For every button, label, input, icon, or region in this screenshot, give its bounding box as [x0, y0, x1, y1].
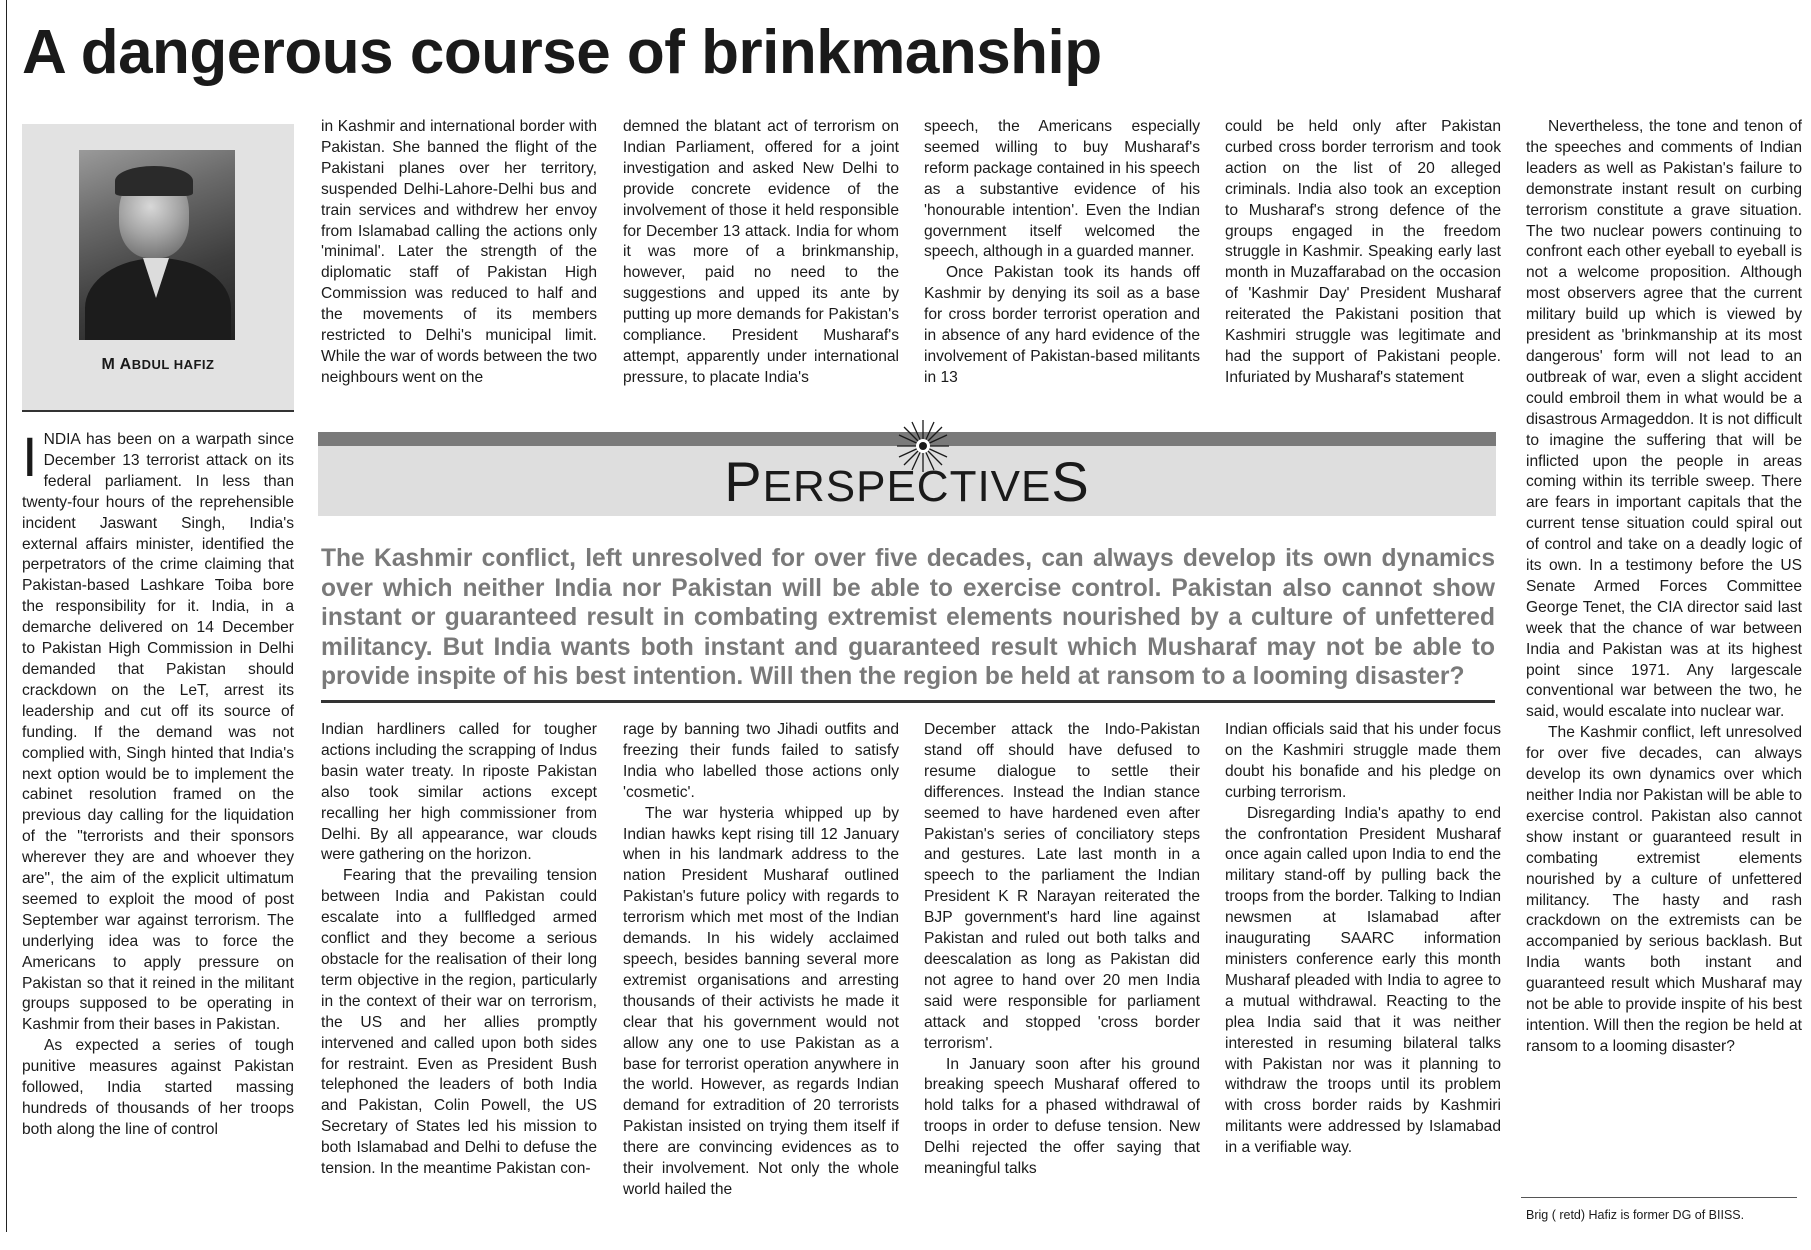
headline: A dangerous course of brinkmanship — [22, 18, 1102, 87]
author-box — [22, 124, 294, 412]
column-5-top: could be held only after Pakistan curbed cross border terrorism and took action on the list of 20 alleged criminals. India also took an exception to Musharaf's strong defence of the groups engaged in the freedom struggle in Kashmir. Speaking early last month in Muzaffarabad on the occasion of 'Kashmir Day' President Musharaf reiterated the Pakistani position that Kashmiri struggle was legitimate and had the support of Pakistani people. Infuriated by Musharaf's statement — [1225, 118, 1501, 386]
dropcap: I — [22, 430, 38, 488]
column-3-top: demned the blatant act of terrorism on Indian Parliament, offered for a joint investigation and asked New Delhi to provide concrete evidence of the involvement of those it held responsible for December 13 attack. India for whom it was more of a brinkmanship, however, paid no need to the suggestions and upped its ante by putting up more demands for Pakistan's compliance. President Musharaf's attempt, apparently under international pressure, to placate India's — [623, 118, 899, 386]
column-2-bottom: Indian hardliners called for tougher actions including the scrapping of Indus basin water treaty. In riposte Pakistan also took similar actions except recalling her high commissioner from Delhi. By all appearance, war clouds were gathering on the horizon. Fearing that the prevailing tension between India and Pakistan could escalate into a fullfledged armed conflict and they become a serious obstacle for the realisation of their long term objective in the region, particularly in the context of their war on terrorism, the US and her allies promptly intervened and called upon both sides for restraint. Even as President Bush telephoned the leaders of both India and Pakistan, Colin Powell, the US Secretary of States led his mission to both Islamabad and Delhi to defuse the tension. In the meantime Pakistan con- — [321, 721, 597, 1178]
author-bio: Brig ( retd) Hafiz is former DG of BIISS. — [1526, 1208, 1745, 1222]
column-1-para-1: INDIA has been on a warpath since December 13 terrorist attack on its federal parliament. In less than twenty-four hours of the reprehensible incident Jaswant Singh, India's external affairs minister, identified the perpetrators of the crime claiming that Pakistan-based Lashkare Toiba bore the responsibility for it. India, in a demarche delivered on 14 December to Pakistan High Commission in Delhi demanded that Pakistan should crackdown on the LeT, arrest its leadership and cut off its source of funding. If the demand was not complied with, Singh hinted that India's next option would be to implement the cabinet resolution framed on the previous day calling for the liquidation of the "terrorists and their sponsors wherever they are and whoever they are", the aim of the explicit ultimatum seemed to exploit the mood of post September war against terrorism. The underlying idea was to force the Americans to apply pressure on Pakistan so that it reined in the militant groups supposed to be operating in Kashmir from their bases in Pakistan. — [22, 430, 294, 1034]
author-photo — [79, 150, 235, 340]
column-3-bottom: rage by banning two Jihadi outfits and freezing their funds failed to satisfy India who labelled those actions only 'cosmetic'. The war hysteria whipped up by Indian hawks kept rising till 12 January when in his landmark address to the nation President Musharaf outlined Pakistan's future policy with regards to terrorism which met most of the Indian demands. In his widely acclaimed speech, besides banning several more extremist organisations and arresting thousands of their activists he made it clear that his government would not allow any one to use Pakistan as a base for terrorist operation anywhere in the world. However, as regards Indian demand for extradition of 20 terrorists Pakistan insisted on trying them itself if there are convincing evidences as to their involvement. Not only the whole world hailed the — [623, 721, 899, 1198]
column-1-para-2: As expected a series of tough punitive measures against Pakistan followed, India started massing hundreds of thousands of her troops both along the line of control — [22, 1037, 294, 1138]
page-border — [6, 0, 7, 1232]
author-byline: M ABDUL HAFIZ — [101, 356, 215, 373]
column-6 — [1526, 117, 1802, 1197]
column-1 — [22, 430, 294, 1230]
column-6-para-2: The Kashmir conflict, left unresolved for over five decades, can always develop its own dynamics over which neither India nor Pakistan will be able to exercise control. Pakistan also cannot show instant or guaranteed result in combating extremist elements nourished by a culture of unfettered militancy. The hasty and rash crackdown on the extremists can be accompanied by serious backlash. But India wants both instant and guaranteed result which Musharaf may not be able to provide inspite of his best intention. Will then the region be held at ransom to a looming disaster? — [1526, 724, 1802, 1055]
bio-rule — [1521, 1197, 1797, 1198]
column-6-para-1: Nevertheless, the tone and tenon of the speeches and comments of Indian leaders as well as Pakistan's failure to demonstrate instant result on curbing terrorism constitute a grave situation. The two nuclear powers continuing to confront each other eyeball to eyeball is not a welcome proposition. Although most observers agree that the current military build up which is viewed by president as 'brinkmanship at its most dangerous' form will not lead to an outbreak of war, even a slight accident could embroil them in what would be a disastrous Armageddon. It is not difficult to imagine the suffering that will be inflicted upon the people in areas coming within its terrible sweep. There are fears in important capitals that the current tense situation could spiral out of control and take on a deadly logic of its own. In a testimony before the US Senate Armed Forces Committee George Tenet, the CIA director said last week that the chance of war between India and Pakistan was at its highest point since 1971. Any largescale conventional war between the two, he said, would escalate into nuclear war. — [1526, 118, 1802, 721]
pull-quote: The Kashmir conflict, left unresolved for over five decades, can always develop its own dynamics over which neither India nor Pakistan will be able to exercise control. Pakistan also cannot show instant or guaranteed result in combating extremist elements nourished by a culture of unfettered militancy. But India wants both instant and guaranteed result which Musharaf may not be able to provide inspite of his best intention. Will then the region be held at ransom to a looming disaster? — [321, 545, 1495, 690]
column-4-top: speech, the Americans especially seemed willing to buy Musharaf's reform package contained in his speech as a substantive evidence of his 'honourable intention'. Even the Indian government itself welcomed the speech, although in a guarded manner. Once Pakistan took its hands off Kashmir by denying its soil as a base for cross border terrorist operation and in absence of any hard evidence of the involvement of Pakistan-based militants in 13 — [924, 118, 1200, 386]
column-5-bottom: Indian officials said that his under focus on the Kashmiri struggle made them doubt his bonafide and his pledge on curbing terrorism. Disregarding India's apathy to end the confrontation President Musharaf once again called upon India to end the military stand-off by pulling back the troops from the border. Talking to Indian newsmen at Islamabad after inaugurating SAARC information ministers conference early this month Musharaf pleaded with India to agree to a mutual withdrawal. Reacting to the plea India said that it was neither interested in resuming bilateral talks with Pakistan nor was it planning to withdraw the troops until its problem with cross border raids by Kashmiri militants were addressed by Islamabad in a verifiable way. — [1225, 721, 1501, 1157]
section-title: PERSPECTIVES — [724, 450, 1090, 513]
pull-quote-rule — [321, 700, 1495, 703]
column-4-bottom: December attack the Indo-Pakistan stand off should have defused to resume dialogue to settle their differences. Instead the Indian stance seemed to have hardened even after Pakistan's series of conciliatory steps and gestures. Late last month in a speech to the parliament the Indian President K R Narayan reiterated the BJP government's hard line against Pakistan and ruled out both talks and deescalation as long as Pakistan did not agree to hand over 20 men India said were responsible for parliament attack and stopped 'cross border terrorism'. In January soon after his ground breaking speech Musharaf offered to hold talks for a phased withdrawal of troops in order to defuse tension. New Delhi rejected the offer saying that meaningful talks — [924, 721, 1200, 1178]
column-2-top: in Kashmir and international border with Pakistan. She banned the flight of the Pakistani planes over her territory, suspended Delhi-Lahore-Delhi bus and train services and withdrew her envoy from Islamabad calling the actions only 'minimal'. Later the strength of the diplomatic staff of Pakistan High Commission was reduced to half and the movements of its members restricted to Delhi's municipal limit. While the war of words between the two neighbours went on the — [321, 118, 597, 386]
